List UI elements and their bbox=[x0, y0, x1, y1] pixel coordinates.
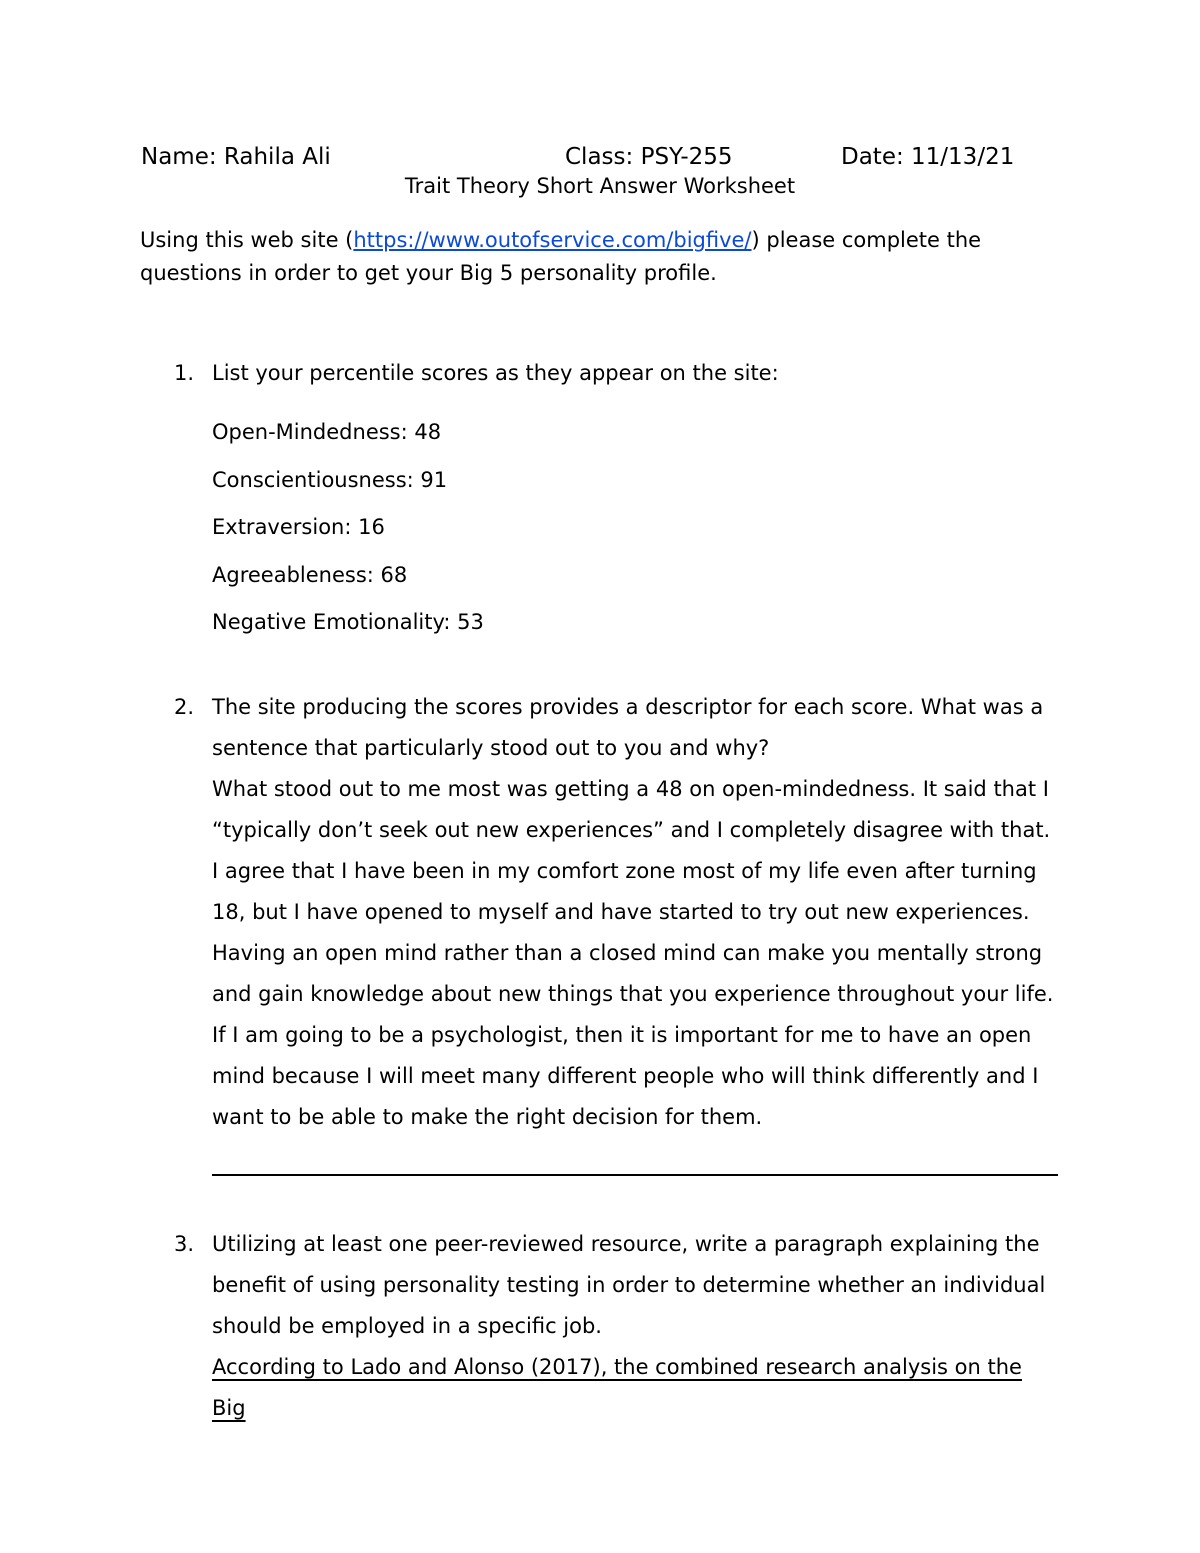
question-number: 1. bbox=[174, 361, 195, 385]
date-field: Date: 11/13/21 bbox=[841, 144, 1015, 170]
score-open-mindedness: Open-Mindedness: 48 bbox=[212, 420, 442, 444]
question-prompt: List your percentile scores as they appear on the site: bbox=[212, 361, 779, 385]
answer-divider bbox=[212, 1174, 1058, 1176]
score-list bbox=[212, 414, 484, 652]
student-name: Name: Rahila Ali bbox=[141, 144, 331, 170]
intro-text-after: ) please complete the questions in order to get your Big 5 personality profile. bbox=[140, 228, 982, 285]
header-row bbox=[0, 144, 1200, 174]
intro-text-before: Using this web site ( bbox=[140, 228, 354, 252]
question-number: 3. bbox=[174, 1232, 195, 1256]
intro-paragraph bbox=[140, 224, 1060, 290]
score-conscientiousness: Conscientiousness: 91 bbox=[212, 467, 448, 492]
answer-text: According to Lado and Alonso (2017), the combined research analysis on the Big bbox=[212, 1355, 1022, 1420]
worksheet-title: Trait Theory Short Answer Worksheet bbox=[404, 174, 796, 198]
answer-text: What stood out to me most was getting a 48 on open-mindedness. It said that I “typically don’t seek out new experiences” and I completely disagree with that. I agree that I have been in my comfort zone most of my life even after turning 18, but I have opened to myself and have started to try out new experiences. Having an open mind rather than a closed mind can make you mentally strong and gain knowledge about new things that you experience throughout your life. If I am going to be a psychologist, then it is important for me to have an open mind because I will meet many different people who will think differently and I want to be able to make the right decision for them. bbox=[212, 777, 1054, 1129]
bigfive-link[interactable]: https://www.outofservice.com/bigfive/ bbox=[353, 228, 752, 252]
question-prompt: Utilizing at least one peer-reviewed resource, write a paragraph explaining the benefit of using personality testing in order to determine whether an individual should be employed in a specific job. bbox=[212, 1232, 1046, 1338]
score-negative-emotionality: Negative Emotionality: 53 bbox=[212, 610, 484, 634]
class-field: Class: PSY-255 bbox=[565, 144, 733, 170]
question-block bbox=[212, 687, 1058, 1138]
score-extraversion: Extraversion: 16 bbox=[212, 515, 385, 539]
question-prompt: The site producing the scores provides a descriptor for each score. What was a sentence that particularly stood out to you and why? bbox=[212, 695, 1044, 760]
question-block bbox=[212, 1224, 1058, 1429]
score-agreeableness: Agreeableness: 68 bbox=[212, 562, 408, 587]
question-number: 2. bbox=[174, 695, 195, 719]
